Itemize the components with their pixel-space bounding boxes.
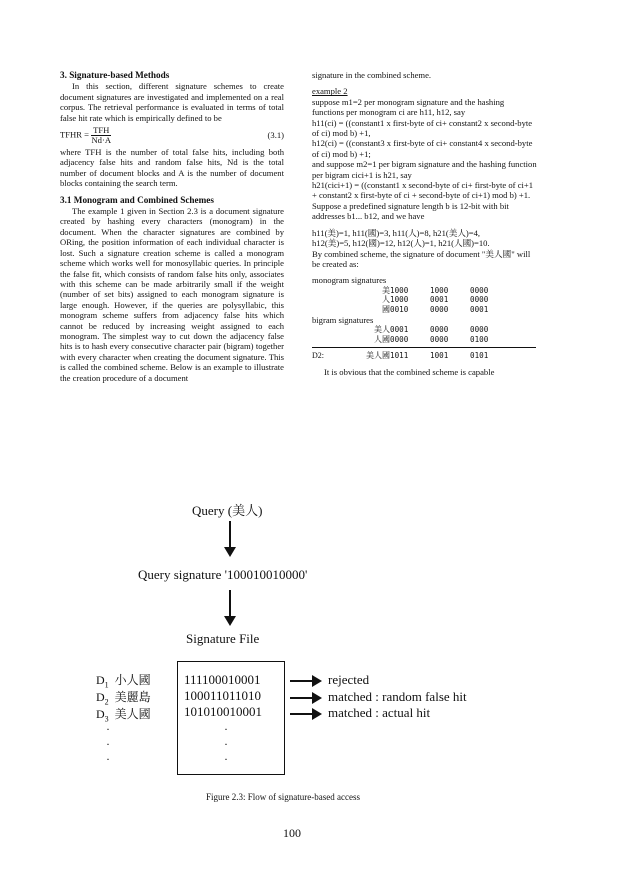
- equation-fraction: [91, 126, 111, 145]
- monogram-label: monogram signatures: [312, 275, 387, 286]
- hash-values-row-1: h11(美)=1, h11(國)=3, h11(人)=8, h21(美人)=4,: [312, 227, 481, 238]
- bits: 1011: [390, 351, 409, 361]
- left-column: [60, 70, 284, 383]
- equation-lhs: TFHR =: [60, 129, 89, 140]
- bits: 0000: [430, 334, 449, 344]
- right-arrow-icon: [290, 697, 314, 699]
- bits: 0000: [470, 324, 489, 334]
- paragraph-combined: By combined scheme, the signature of document "美人國" will be created as:: [312, 248, 531, 269]
- row-char: 美人國: [366, 351, 390, 361]
- table-row: [312, 286, 510, 296]
- hash-values-row-2: h12(美)=5, h12(國)=12, h12(人)=1, h21(人國)=10.: [312, 238, 490, 249]
- right-arrow-icon: [290, 680, 314, 682]
- figure-signature-file: Signature File: [186, 631, 260, 646]
- table-row: [312, 325, 510, 335]
- right-column: [312, 70, 538, 377]
- formula-h21: h21(cici+1) = ((constant1 x second-byte of ci+ first-byte of ci+1 + constant2 x first-byte of ci + second-byte of ci+1) mod b) +1.: [312, 180, 534, 201]
- example-heading: example 2: [312, 86, 348, 97]
- d2-table: [312, 351, 510, 361]
- bits: 1000: [390, 295, 409, 305]
- bits: 0000: [430, 324, 449, 334]
- doc-text: 美麗島: [114, 690, 151, 704]
- section-heading-3: 3. Signature-based Methods: [60, 70, 170, 80]
- ellipsis-dot: ·: [106, 722, 110, 736]
- signature-d3: 101010010001: [184, 704, 262, 719]
- bits: 0000: [470, 295, 489, 305]
- bits: 0001: [430, 295, 449, 305]
- paragraph-continued: signature in the combined scheme.: [312, 70, 432, 80]
- result-d3: matched : actual hit: [328, 705, 431, 720]
- ellipsis-dot: ·: [224, 722, 228, 736]
- d2-label: D2:: [312, 351, 324, 361]
- row-char: 美人: [374, 324, 390, 334]
- down-arrow-icon: [229, 590, 231, 618]
- doc-text: 美人國: [114, 707, 151, 721]
- ellipsis-dot: ·: [106, 737, 110, 751]
- bits: 0000: [470, 285, 489, 295]
- row-char: 國: [382, 304, 390, 314]
- doc-label-d2: $D_2$ 美麗島: [96, 690, 151, 707]
- section-heading-3-1: 3.1 Monogram and Combined Schemes: [60, 194, 214, 205]
- bigram-table: [312, 325, 510, 344]
- down-arrow-icon: [229, 521, 231, 549]
- figure-query-signature: Query signature '100010010000': [138, 567, 308, 582]
- paragraph-intro: In this section, different signature schemes to create document signatures are investigated and implemented on a real corpus. The retrieval performance is evaluated in terms of total false hit rate which is empirically defined to be: [60, 81, 284, 123]
- equation-number: (3.1): [267, 130, 284, 141]
- right-arrow-icon: [290, 713, 314, 715]
- bits: 1000: [390, 285, 409, 295]
- paragraph-obvious: It is obvious that the combined scheme is capable: [324, 366, 495, 377]
- paragraph-monogram: The example 1 given in Section 2.3 is a document signature created by hashing every characters (monogram) in the document. When the character signatures are combined by ORing, the position information of each individual character is lost. Such a signature creation scheme is called a monogram scheme which works well for monosyllabic queries. In principle the false fit, which consists of random false hits only, associates with this scheme can be made arbitrarily small if the weight (number of set bits) assigned to each monogram signature is large enough. However, if the queries are polysyllabic, this monogram scheme suffers from adjacency false hits which cannot be reduced by increasing weight assigned to each monogram. The simplest way to cut down the adjacency false hits is to hash every consecutive character pair (bigram) together with every character when creating the document signature. This is called the combined scheme. Below is an example to illustrate the creation procedure of a document: [60, 206, 284, 383]
- bits: 0001: [470, 304, 489, 314]
- monogram-table: [312, 286, 510, 315]
- row-char: 人國: [374, 334, 390, 344]
- result-d1: rejected: [328, 672, 370, 687]
- bits: 1001: [430, 351, 449, 361]
- paragraph-bigram: and suppose m2=1 per bigram signature and the hashing function per bigram cici+1 is h21, say: [312, 159, 537, 180]
- figure-caption: Figure 2.3: Flow of signature-based access: [206, 792, 360, 802]
- figure-query: Query (美人): [192, 503, 263, 518]
- bits: 0010: [390, 304, 409, 314]
- ellipsis-dot: ·: [224, 752, 228, 766]
- bits: 0101: [470, 351, 489, 361]
- result-d2: matched : random false hit: [328, 689, 467, 704]
- signature-file-box: [177, 661, 285, 775]
- sum-rule: [312, 347, 536, 348]
- page-number: 100: [283, 826, 301, 840]
- bigram-label: bigram signatures: [312, 314, 374, 325]
- signature-d1: 111100010001: [184, 672, 261, 687]
- ellipsis-dot: ·: [224, 737, 228, 751]
- table-row: [312, 335, 510, 345]
- table-row: [312, 305, 510, 315]
- row-char: 美: [382, 285, 390, 295]
- bits: 0100: [470, 334, 489, 344]
- row-char: 人: [382, 295, 390, 305]
- table-row: [312, 351, 510, 361]
- equation-3-1: [60, 126, 284, 145]
- ellipsis-dot: ·: [106, 752, 110, 766]
- doc-text: 小人國: [114, 673, 151, 687]
- bits: 1000: [430, 285, 449, 295]
- paragraph-where: where TFH is the number of total false hits, including both adjacency false hits and random false hits, Nd is the total number of document blocks and A is the number of document blocks containing the search term.: [60, 147, 284, 189]
- table-row: [312, 295, 510, 305]
- equation-numerator: TFH: [93, 125, 110, 136]
- bits: 0001: [390, 324, 409, 334]
- equation-body: [60, 126, 111, 145]
- formula-h11: h11(ci) = ((constant1 x first-byte of ci+ constant2 x second-byte of ci) mod b) +1,: [312, 117, 533, 139]
- paragraph-length: Suppose a predefined signature length b is 12-bit with bit addresses b1... b12, and we have: [312, 200, 509, 222]
- bits: 0000: [390, 334, 409, 344]
- bits: 0000: [430, 304, 449, 314]
- formula-h12: h12(ci) = ((constant3 x first-byte of ci+ constant4 x second-byte of ci) mod b) +1;: [312, 138, 533, 159]
- signature-d2: 100011011010: [184, 688, 262, 703]
- paragraph-suppose: suppose m1=2 per monogram signature and the hashing functions per monogram ci are h11, h12, say: [312, 96, 505, 118]
- doc-label-d3: $D_3$ 美人國: [96, 707, 151, 724]
- doc-label-d1: $D_1$ 小人國: [96, 673, 151, 690]
- equation-denominator: Nd·A: [91, 135, 112, 146]
